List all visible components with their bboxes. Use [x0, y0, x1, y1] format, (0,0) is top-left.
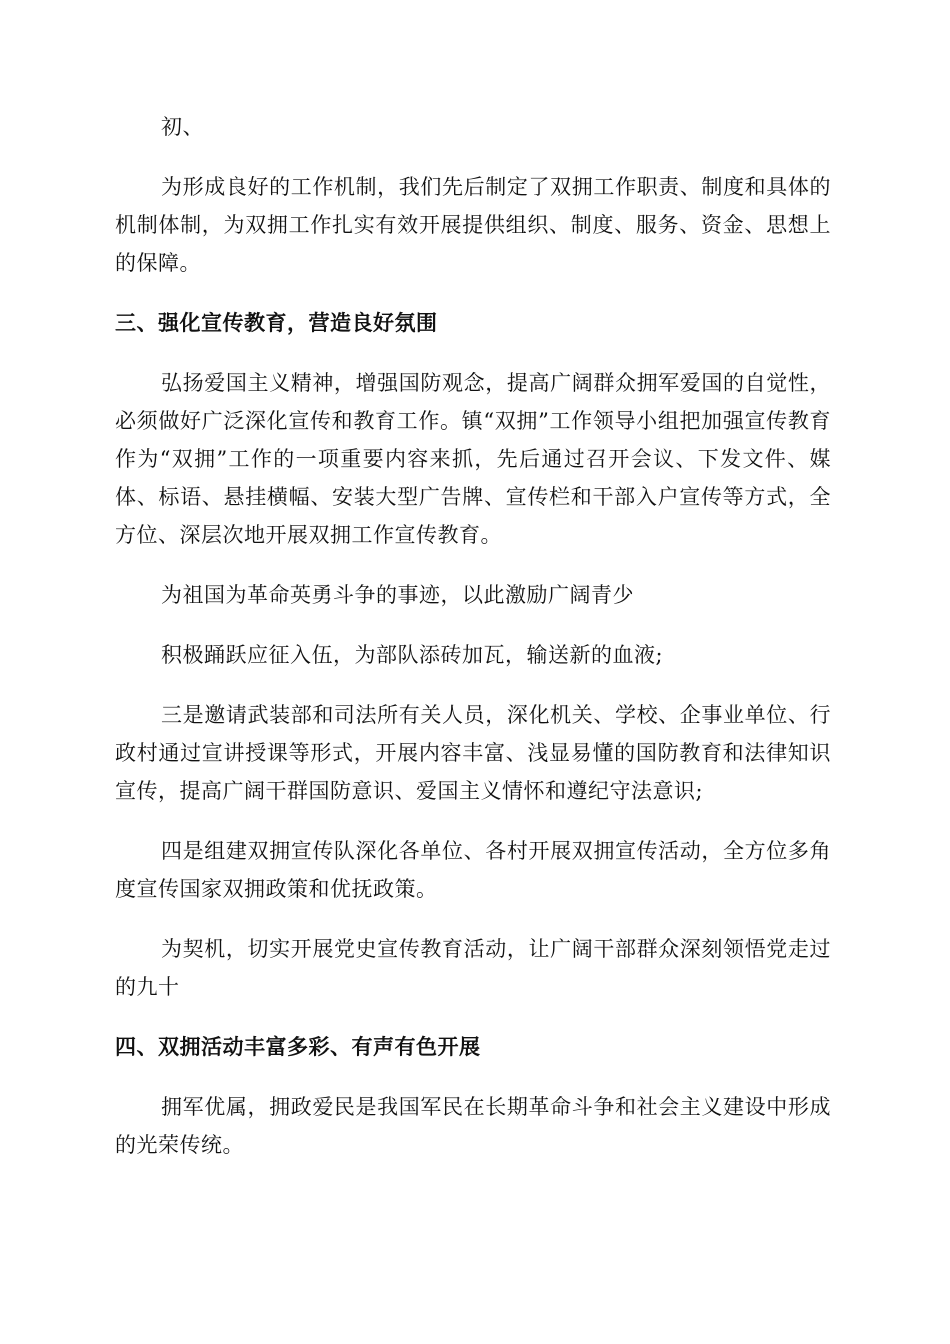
document-page [115, 108, 831, 1186]
paragraph-enlistment: 积极踊跃应征入伍，为部队添砖加瓦，输送新的血液; [161, 643, 664, 667]
paragraph-party-history: 为契机，切实开展党史宣传教育活动，让广阔干部群众深刻领悟党走过的九十 [115, 937, 831, 999]
paragraph-fourth-measure: 四是组建双拥宣传队深化各单位、各村开展双拥宣传活动，全方位多角度宣传国家双拥政策和优抚政策。 [115, 839, 831, 901]
paragraph-tradition: 拥军优属，拥政爱民是我国军民在长期革命斗争和社会主义建设中形成的光荣传统。 [115, 1095, 831, 1157]
paragraph-heroes: 为祖国为革命英勇斗争的事迹，以此激励广阔青少 [161, 583, 634, 607]
paragraph-patriotism: 弘扬爱国主义精神，增强国防观念，提高广阔群众拥军爱国的自觉性，必须做好广泛深化宣传和教育工作。镇“双拥”工作领导小组把加强宣传教育作为“双拥”工作的一项重要内容来抓，先后通过召开会议、下发文件、媒体、标语、悬挂横幅、安装大型广告牌、宣传栏和干部入户宣传等方式，全方位、深层次地开展双拥工作宣传教育。 [115, 371, 831, 547]
paragraph-third-measure: 三是邀请武装部和司法所有关人员，深化机关、学校、企事业单位、行政村通过宣讲授课等形式，开展内容丰富、浅显易懂的国防教育和法律知识宣传，提高广阔干群国防意识、爱国主义情怀和遵纪守法意识; [115, 703, 831, 803]
section-heading-four: 四、双拥活动丰富多彩、有声有色开展 [115, 1035, 481, 1059]
section-heading-three: 三、强化宣传教育，营造良好氛围 [115, 311, 438, 335]
paragraph-work-mechanism: 为形成良好的工作机制，我们先后制定了双拥工作职责、制度和具体的机制体制，为双拥工作扎实有效开展提供组织、制度、服务、资金、思想上的保障。 [115, 175, 831, 275]
paragraph-chu: 初、 [161, 115, 204, 139]
